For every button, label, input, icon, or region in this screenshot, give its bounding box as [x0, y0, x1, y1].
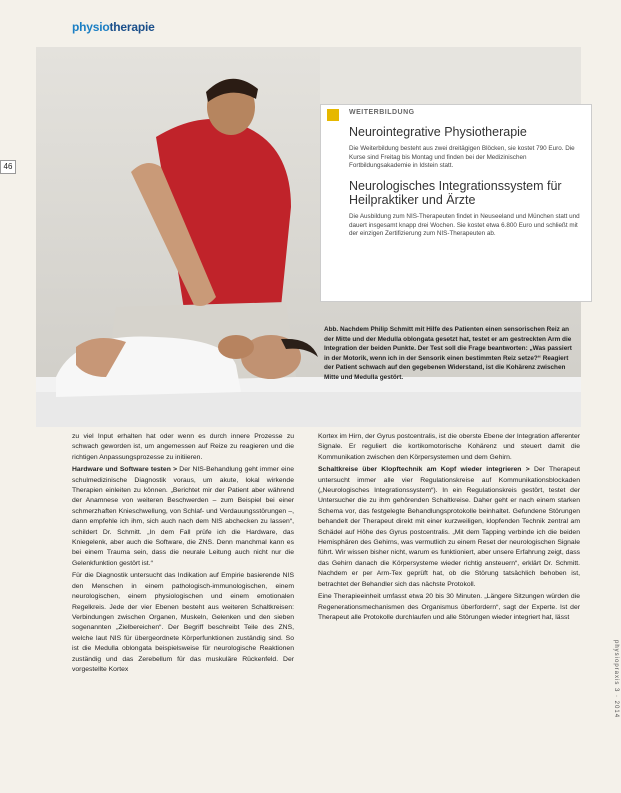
- magazine-brand: [72, 20, 155, 34]
- caption-text: Nachdem Philip Schmitt mit Hilfe des Patienten einen sensorischen Reiz an der Mitte und der Medulla oblongata gesetzt hat, testet er am gestreckten Arm die Integration der beiden Punkte. Der Test soll die Frage beantworten: „Was passiert in der Motorik, wenn ich in der Sensorik einen bestimmten Reiz setze?“ Reagiert der Patient schwach auf den gegebenen Widerstand, ist die Kohärenz zwischen Mitte und Medulla gestört.: [324, 326, 572, 381]
- photo-caption: [324, 325, 576, 383]
- col1-paragraph-1: zu viel Input erhalten hat oder wenn es durch innere Prozesse zu schwach geworden ist, um angemessen auf Reize zu reagieren und die richtigen Anpassungsprozesse zu initiieren.: [72, 433, 294, 461]
- col2-paragraph-1: Kortex im Hirn, der Gyrus postcentralis, ist die oberste Ebene der Integration afferenter Signale. Er reguliert die kortikomotorische Kohärenz und steuert damit die Kommunikation zwischen den Körpersystemen und dem Gehirn.: [318, 433, 580, 461]
- brand-part-a: physio: [72, 20, 110, 34]
- col2-subheading: Schaltkreise über Klopftechnik am Kopf wieder integrieren >: [318, 466, 530, 474]
- box-text-2: Die Ausbildung zum NIS-Therapeuten findet in Neuseeland und München statt und dauert insgesamt knapp drei Wochen. Sie kostet etwa 6.800 Euro und schließt mit der einzigen Zertifizierung zum NIS-Therapeuten ab.: [349, 213, 580, 238]
- col2-paragraph-2: Der Therapeut untersucht immer alle vier Regulationskreise auf Kommunikationsblockaden („Neurologisches Integrationssystem“). In ein Regulationskreis gestört, testet der Untersucher die zu ihm gehörenden Schaltkreise. Daher geht er nach einem starken Schema vor, das festgelegte Behandlungsprotokolle beinhaltet. Gefundene Störungen behandelt der Therapeut direkt mit einer kurzweiligen, klopfenden Technik zentral am Schädel auf Höhe des Gyrus postcentralis. „Mit dem Tapping verbinde ich die beiden Hemisphären des Gehirns, was vermutlich zu einem Reset der neurologischen Signale führt. Wir wissen bisher nicht, warum es funktioniert, aber unsere Erfahrung zeigt, dass das Gehirn danach die Körpersysteme wieder richtig ansteuern“, erklärt Dr. Schmitt. Nachdem er per Arm-Tex geprüft hat, ob die Störung tatsächlich behoben ist, betrachtet der Behandler sich das nächste Protokoll.: [318, 466, 581, 588]
- box-heading-2: Neurologisches Integrationssystem für Heilpraktiker und Ärzte: [349, 179, 562, 207]
- text-column-right: [318, 432, 580, 625]
- page-number: 46: [0, 160, 16, 174]
- col2-paragraph-3: Eine Therapieeinheit umfasst etwa 20 bis 30 Minuten. „Längere Sitzungen würden die Regenerationsmechanismen des Organismus überfordern“, sagt der Experte. Ist der Therapeut alle Protokolle durchlaufen und alle Störungen wieder integriert hat, lässt: [318, 593, 580, 621]
- spine-text: physiopraxis 3 · 2014: [613, 640, 619, 719]
- box-kicker: WEITERBILDUNG: [349, 109, 415, 116]
- col1-paragraph-2: Der NIS-Behandlung geht immer eine schulmedizinische Diagnostik voraus, um akute, lokal wirkende Therapien einleiten zu können. „Berichtet mir der Patient aber während der Anamnese von weiteren Beschwerden – zum Beispiel bei einer schmerzhaften Knieschwellung, von Schlaf- und Verdauungsstörungen –, dann empfehle ich ihm, sich auch nach dem NIS abchecken zu lassen“, schildert Dr. Schmitt. „In dem Fall prüfe ich die Hardware, das Kniegelenk, aber auch die Software, die ZNS. Denn manchmal kann es bei einem Trauma sein, dass die neurale Leitung auch nicht nur die Gelenkfunktion gestört ist.“: [72, 466, 295, 567]
- caption-label: Abb.: [324, 326, 339, 333]
- box-marker-icon: [327, 109, 339, 121]
- text-column-left: [72, 432, 294, 677]
- brand-part-b: therapie: [109, 20, 155, 34]
- col1-paragraph-3: Für die Diagnostik untersucht das Indikation auf Empirie basierende NIS den Menschen in einem pathologisch-immunologischen, einem neurologischen, einem physiologischen und einem emotionalen Regelkreis. Jede der vier Ebenen besteht aus weiteren Schaltkreisen: Verbindungen zwischen Organen, Muskeln, Gelenken und den sieben sogenannten „Zielbereichen“. Der Begriff beschreibt Teile des ZNS, welche laut NIS für übergeordnete Körperfunktionen zuständig sind. So ist die Medulla oblongata beispielsweise für neurologische Reaktionen zuständig und das Zerebellum für das muskuläre Rückenfeld. Der vorgestellte Kortex: [72, 572, 294, 673]
- info-box: [320, 104, 592, 302]
- box-text-1: Die Weiterbildung besteht aus zwei dreitägigen Blöcken, sie kostet 790 Euro. Die Kurse sind Freitag bis Montag und finden bei der Medizinischen Fortbildungsakademie in Idstein statt.: [349, 145, 575, 170]
- col1-subheading: Hardware und Software testen >: [72, 466, 178, 474]
- box-heading-1: Neurointegrative Physiotherapie: [349, 125, 527, 139]
